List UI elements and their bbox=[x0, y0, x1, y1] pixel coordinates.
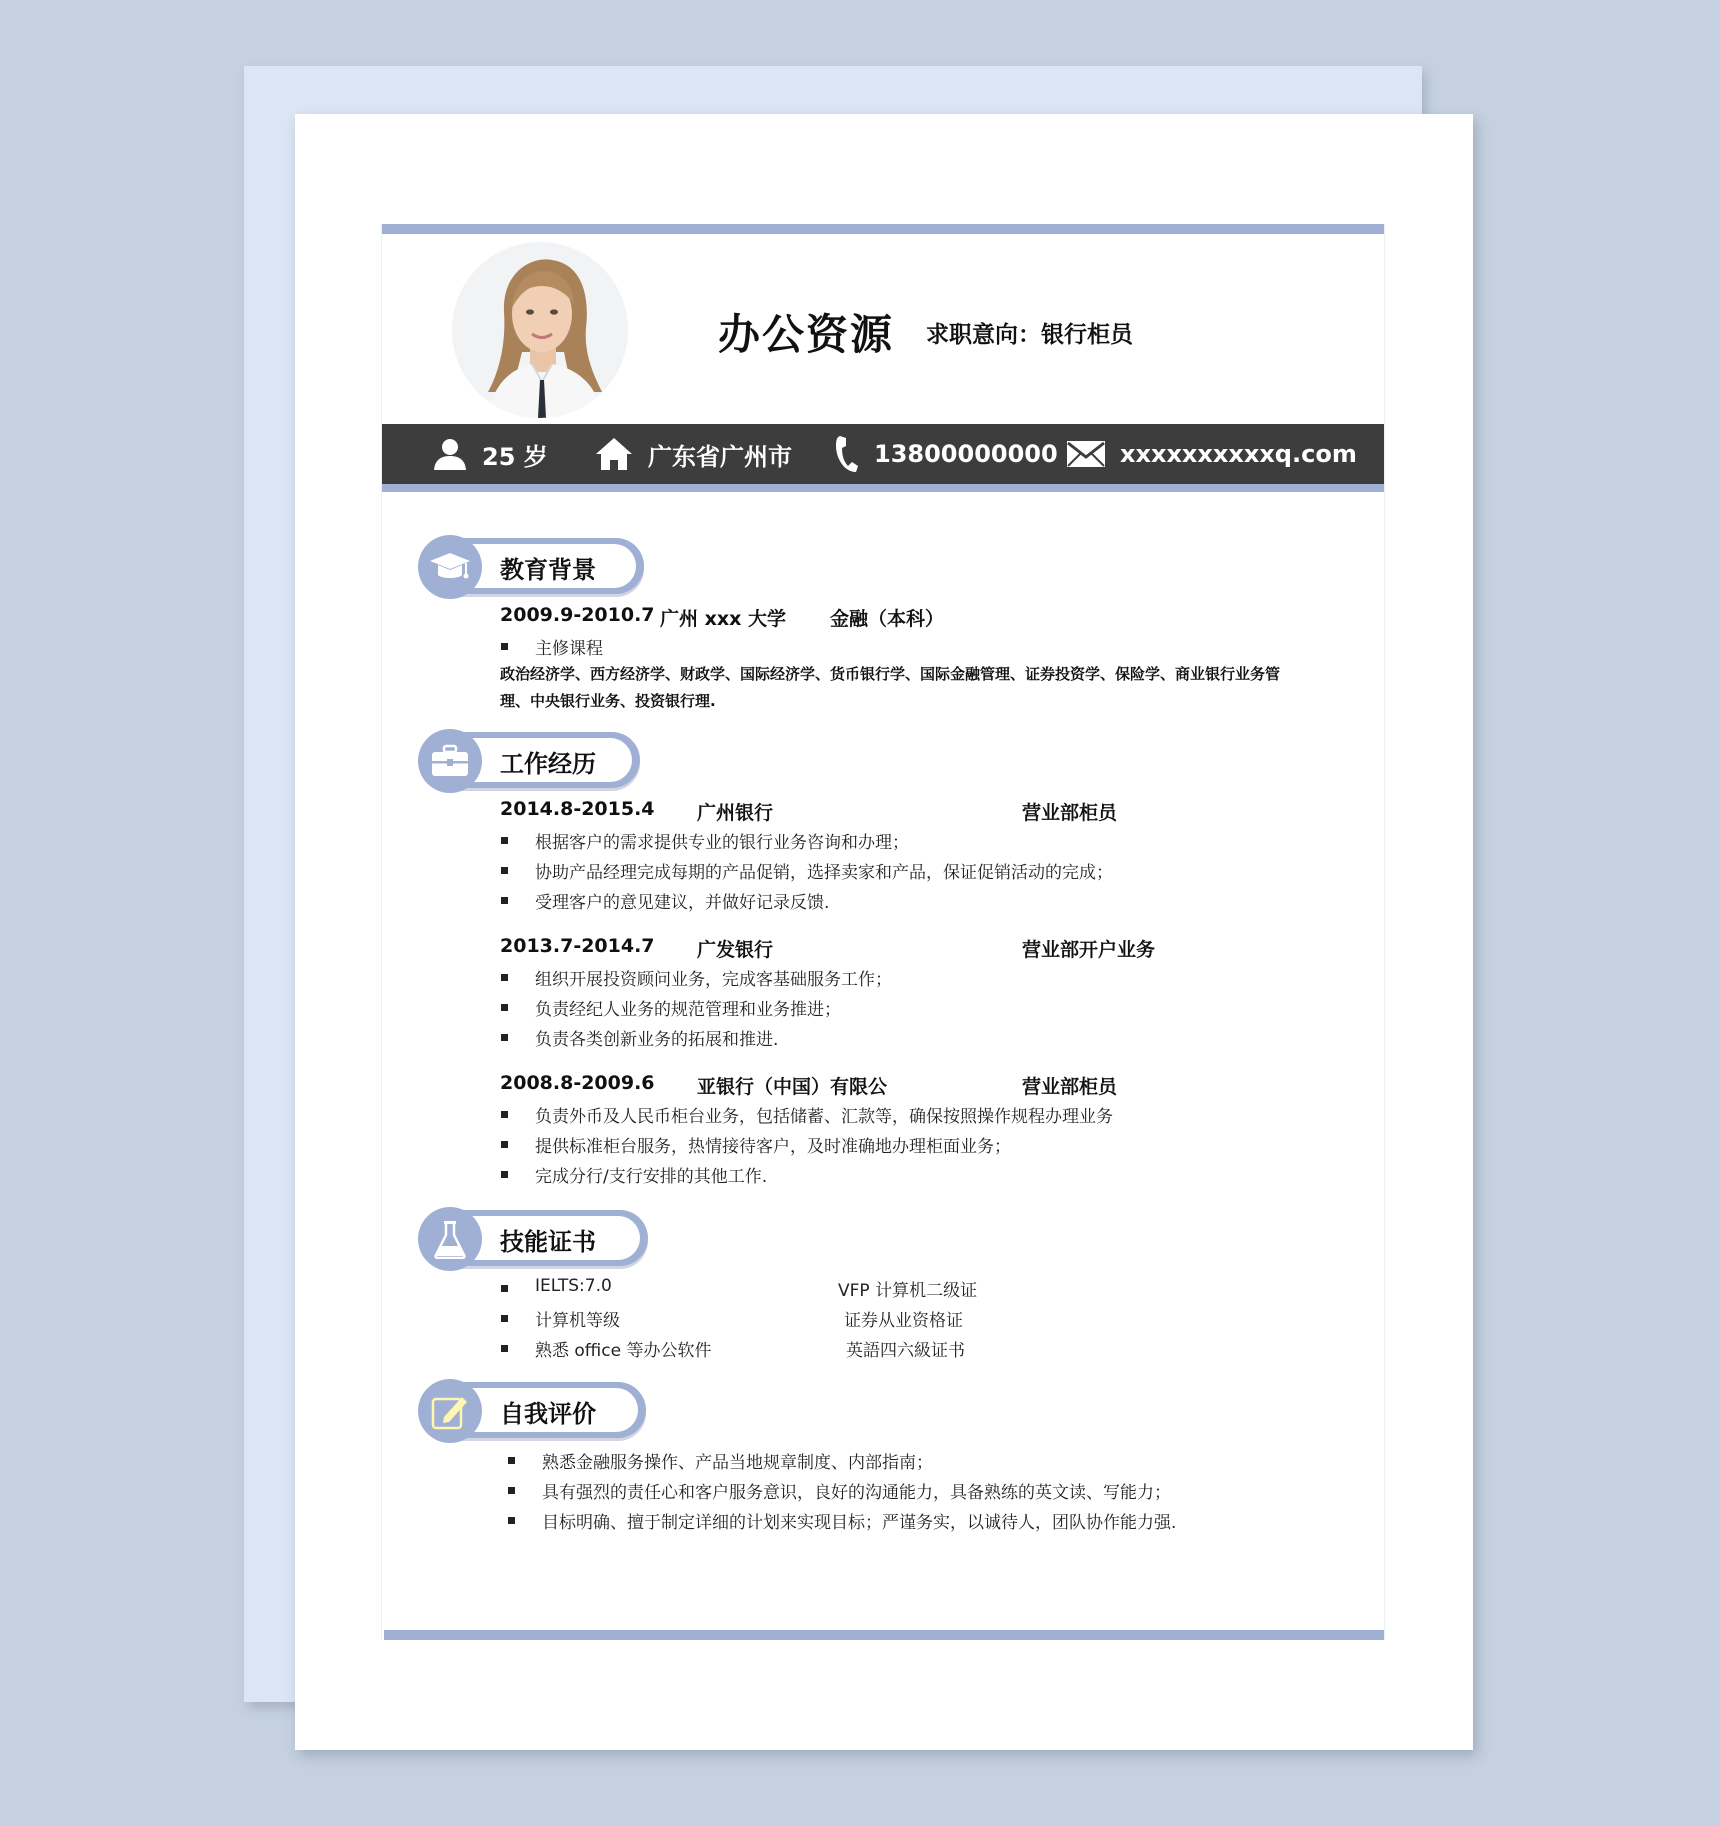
job-2-period: 2013.7-2014.7 bbox=[500, 935, 655, 957]
job-1-role: 营业部柜员 bbox=[1022, 802, 1118, 824]
job-2-role: 营业部开户业务 bbox=[1022, 939, 1156, 961]
job-3-duty: 完成分行/支行安排的其他工作. bbox=[535, 1162, 767, 1187]
email-text: xxxxxxxxxxq.com bbox=[1120, 440, 1357, 468]
skills-title: 技能证书 bbox=[500, 1228, 596, 1256]
skill-item-right: 英語四六級证书 bbox=[846, 1341, 965, 1361]
work-title: 工作经历 bbox=[500, 750, 596, 778]
job-1-company: 广州银行 bbox=[697, 802, 774, 824]
job-intent: 求职意向：银行柜员 bbox=[926, 322, 1133, 348]
mail-icon bbox=[1066, 440, 1106, 468]
age-item bbox=[432, 424, 548, 484]
education-period: 2009.9-2010.7 bbox=[500, 604, 655, 626]
graduation-cap-icon bbox=[428, 549, 472, 585]
resume-page bbox=[295, 114, 1473, 1750]
profile-photo bbox=[452, 242, 628, 418]
skill-item-right: VFP 计算机二级证 bbox=[838, 1281, 978, 1301]
age-text: 25 岁 bbox=[482, 442, 548, 471]
top-accent-bar bbox=[382, 224, 1384, 234]
skill-item: IELTS:7.0 bbox=[535, 1276, 612, 1296]
person-icon bbox=[432, 437, 468, 471]
resume-content bbox=[381, 224, 1385, 1640]
phone-text: 13800000000 bbox=[874, 440, 1058, 468]
course-label: 主修课程 bbox=[535, 634, 603, 659]
self-item: 具有强烈的责任心和客户服务意识，良好的沟通能力，具备熟练的英文读、写能力； bbox=[542, 1478, 1171, 1503]
education-major: 金融（本科） bbox=[830, 608, 945, 630]
pencil-note-icon bbox=[430, 1391, 470, 1431]
job-2-company: 广发银行 bbox=[697, 939, 774, 961]
skill-item: 计算机等级 bbox=[535, 1306, 620, 1331]
location-item bbox=[594, 424, 792, 484]
job-2-duty: 负责经纪人业务的规范管理和业务推进； bbox=[535, 995, 841, 1020]
education-school: 广州 xxx 大学 bbox=[660, 608, 786, 630]
job-1-duty: 受理客户的意见建议，并做好记录反馈. bbox=[535, 888, 829, 913]
job-3-duty: 提供标准柜台服务，热情接待客户，及时准确地办理柜面业务； bbox=[535, 1132, 1011, 1157]
phone-item bbox=[834, 424, 1058, 484]
skill-item: 熟悉 office 等办公软件 bbox=[535, 1336, 711, 1361]
portrait-illustration bbox=[452, 242, 628, 418]
education-badge bbox=[418, 535, 482, 599]
contact-info-bar bbox=[382, 424, 1384, 492]
job-3-duty: 负责外币及人民币柜台业务，包括储蓄、汇款等，确保按照操作规程办理业务 bbox=[535, 1102, 1113, 1127]
course-list bbox=[500, 661, 1300, 715]
course-line-1: 政治经济学、西方经济学、财政学、国际经济学、货币银行学、国际金融管理、证券投资学、保险学、商业银行业务管 bbox=[500, 665, 1281, 683]
job-3-company: 亚银行（中国）有限公 bbox=[697, 1076, 888, 1098]
job-1-duty: 协助产品经理完成每期的产品促销，选择卖家和产品，保证促销活动的完成； bbox=[535, 858, 1113, 883]
phone-icon bbox=[834, 434, 860, 474]
course-line-2: 理、中央银行业务、投资银行理. bbox=[500, 692, 716, 710]
work-badge bbox=[418, 729, 482, 793]
self-badge bbox=[418, 1379, 482, 1443]
job-1-duty: 根据客户的需求提供专业的银行业务咨询和办理； bbox=[535, 828, 909, 853]
candidate-name: 办公资源 bbox=[718, 310, 895, 359]
self-item: 目标明确、擅于制定详细的计划来实现目标；严谨务实，以诚待人，团队协作能力强. bbox=[542, 1508, 1176, 1533]
briefcase-icon bbox=[430, 744, 470, 778]
location-text: 广东省广州市 bbox=[648, 442, 792, 471]
flask-icon bbox=[433, 1219, 467, 1259]
self-item: 熟悉金融服务操作、产品当地规章制度、内部指南； bbox=[542, 1448, 933, 1473]
job-1-period: 2014.8-2015.4 bbox=[500, 798, 655, 820]
education-title: 教育背景 bbox=[500, 556, 596, 584]
job-3-role: 营业部柜员 bbox=[1022, 1076, 1118, 1098]
job-2-duty: 组织开展投资顾问业务，完成客基础服务工作； bbox=[535, 965, 892, 990]
job-3-period: 2008.8-2009.6 bbox=[500, 1072, 655, 1094]
bottom-accent-bar bbox=[384, 1630, 1384, 1640]
email-item bbox=[1066, 424, 1357, 484]
home-icon bbox=[594, 436, 634, 472]
job-2-duty: 负责各类创新业务的拓展和推进. bbox=[535, 1025, 778, 1050]
self-title: 自我评价 bbox=[500, 1400, 596, 1428]
skill-item-right: 证券从业资格证 bbox=[844, 1311, 963, 1331]
skills-badge bbox=[418, 1207, 482, 1271]
